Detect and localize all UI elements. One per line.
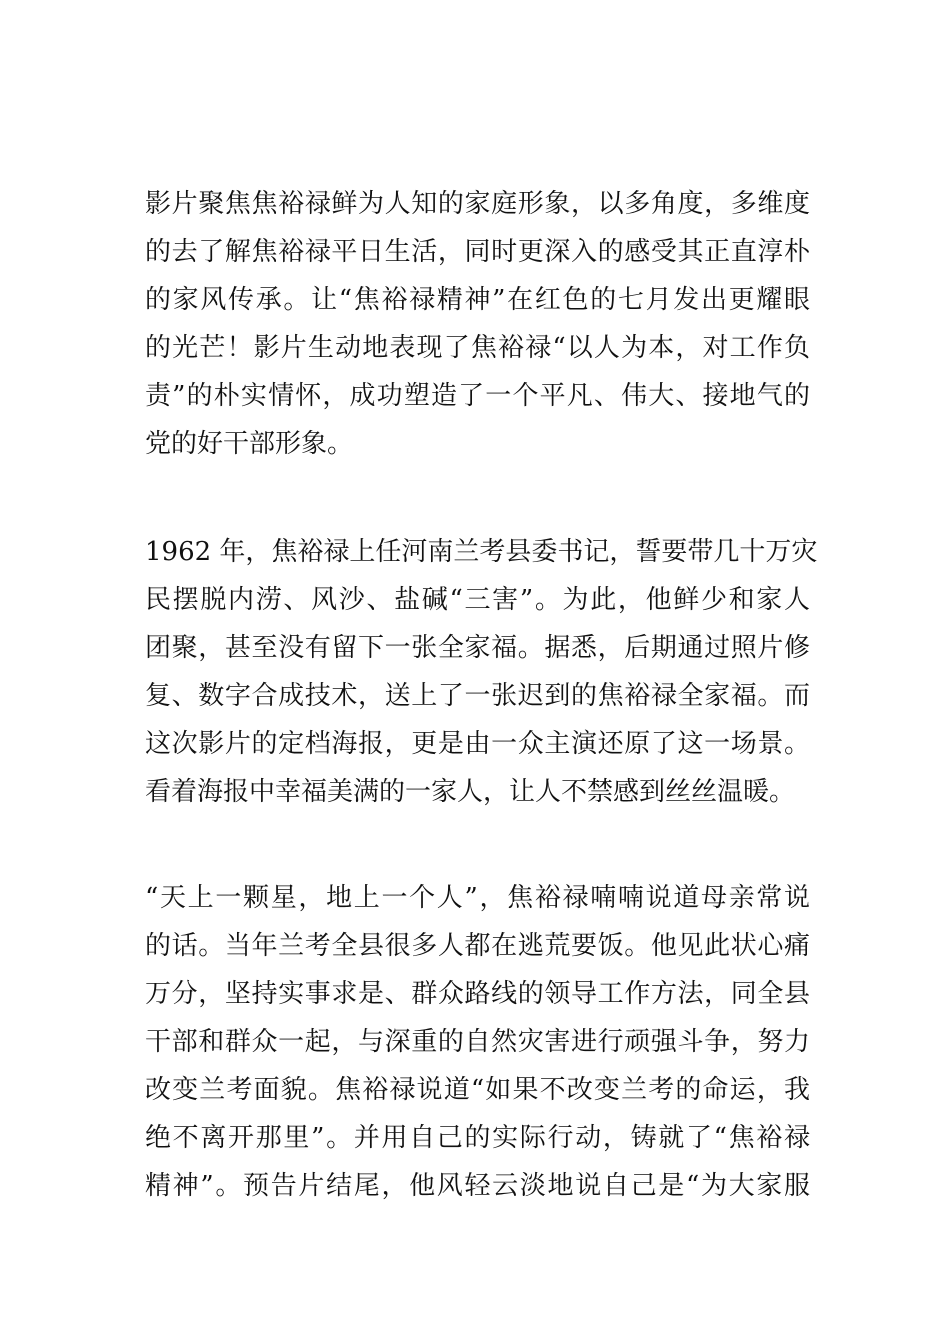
text-line: 1962 年，焦裕禄上任河南兰考县委书记，誓要带几十万灾	[145, 537, 818, 567]
text-line: “天上一颗星，地上一个人”，焦裕禄喃喃说道母亲常说	[145, 883, 810, 913]
text-line: 民摆脱内涝、风沙、盐碱“三害”。为此，他鲜少和家人	[145, 585, 810, 615]
text-line: 看着海报中幸福美满的一家人，让人不禁感到丝丝温暖。	[145, 777, 796, 807]
text-line: 团聚，甚至没有留下一张全家福。据悉，后期通过照片修	[145, 633, 810, 663]
text-line: 万分，坚持实事求是、群众路线的领导工作方法，同全县	[145, 979, 810, 1009]
text-line: 这次影片的定档海报，更是由一众主演还原了这一场景。	[145, 729, 810, 759]
text-line: 影片聚焦焦裕禄鲜为人知的家庭形象，以多角度，多维度	[145, 189, 810, 219]
text-line: 改变兰考面貌。焦裕禄说道“如果不改变兰考的命运，我	[145, 1075, 810, 1105]
text-line: 复、数字合成技术，送上了一张迟到的焦裕禄全家福。而	[145, 681, 810, 711]
text-line: 党的好干部形象。	[145, 429, 354, 459]
text-line: 的去了解焦裕禄平日生活，同时更深入的感受其正直淳朴	[145, 237, 810, 267]
text-line: 的光芒！影片生动地表现了焦裕禄“以人为本，对工作负	[145, 333, 810, 363]
text-line: 的话。当年兰考全县很多人都在逃荒要饭。他见此状心痛	[145, 931, 810, 961]
text-line: 精神”。预告片结尾，他风轻云淡地说自己是“为大家服	[145, 1171, 810, 1201]
text-line: 的家风传承。让“焦裕禄精神”在红色的七月发出更耀眼	[145, 285, 810, 315]
text-line: 绝不离开那里”。并用自己的实际行动，铸就了“焦裕禄	[145, 1123, 810, 1153]
text-line: 干部和群众一起，与深重的自然灾害进行顽强斗争，努力	[145, 1027, 810, 1057]
text-line: 责”的朴实情怀，成功塑造了一个平凡、伟大、接地气的	[145, 381, 810, 411]
